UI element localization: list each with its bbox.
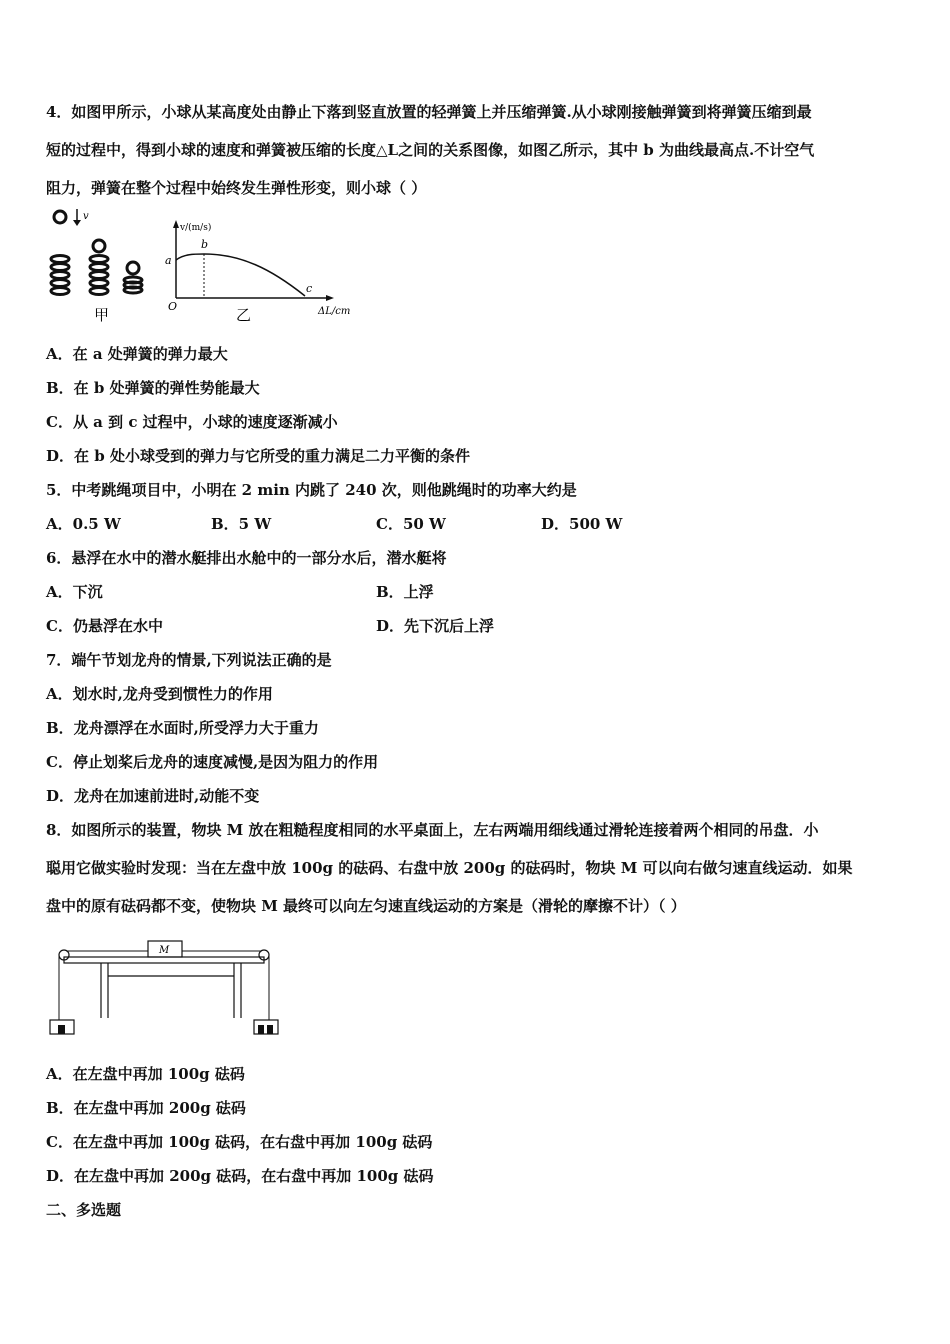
q7-option-b: B．龙舟漂浮在水面时,所受浮力大于重力 xyxy=(46,719,319,737)
point-a-label: a xyxy=(165,254,172,267)
q5-option-a: A．0.5 W xyxy=(46,515,121,533)
spring-2 xyxy=(90,256,108,295)
ball-on-spring xyxy=(93,240,105,252)
point-b-label: b xyxy=(201,238,209,251)
q7-option-d: D．龙舟在加速前进时,动能不变 xyxy=(46,787,260,805)
label-yi: 乙 xyxy=(236,306,252,324)
q4-option-b: B．在 b 处弹簧的弹性势能最大 xyxy=(46,379,260,397)
y-axis-label: v/(m/s) xyxy=(180,223,212,233)
q6-option-a: A．下沉 xyxy=(46,583,103,601)
velocity-curve xyxy=(176,254,305,296)
q6-option-c: C．仍悬浮在水中 xyxy=(46,617,163,635)
q4-option-d: D．在 b 处小球受到的弹力与它所受的重力满足二力平衡的条件 xyxy=(46,447,470,465)
x-axis-arrow xyxy=(326,295,334,301)
right-weight-2 xyxy=(267,1025,273,1034)
table-top xyxy=(64,957,264,963)
q8-stem-line-2: 聪用它做实验时发现：当在左盘中放 100g 的砝码、右盘中放 200g 的砝码时，物块 M 可以向右做匀速直线运动．如果 xyxy=(46,859,853,877)
origin-label: O xyxy=(168,300,178,313)
section-heading-multiple-choice: 二、多选题 xyxy=(46,1201,122,1219)
right-weight-1 xyxy=(258,1025,264,1034)
x-axis-label: ΔL/cm xyxy=(318,306,351,317)
velocity-arrowhead xyxy=(73,220,81,226)
q6-option-b: B．上浮 xyxy=(376,583,434,601)
q5-option-b: B．5 W xyxy=(211,515,272,533)
q8-option-a: A．在左盘中再加 100g 砝码 xyxy=(46,1065,245,1083)
q8-option-b: B．在左盘中再加 200g 砝码 xyxy=(46,1099,246,1117)
ball-falling xyxy=(54,211,66,223)
q4-stem-line-3: 阻力，弹簧在整个过程中始终发生弹性形变，则小球（ ） xyxy=(46,179,427,197)
q7-option-c: C．停止划桨后龙舟的速度减慢,是因为阻力的作用 xyxy=(46,753,379,771)
right-pan xyxy=(254,1020,278,1034)
q5-option-d: D．500 W xyxy=(541,515,623,533)
q7-option-a: A．划水时,龙舟受到惯性力的作用 xyxy=(46,685,273,703)
q6-option-d: D．先下沉后上浮 xyxy=(376,617,495,635)
ball-compressed xyxy=(127,262,139,274)
q5-stem: 5．中考跳绳项目中，小明在 2 min 内跳了 240 次，则他跳绳时的功率大约是 xyxy=(46,481,577,499)
q5-option-c: C．50 W xyxy=(376,515,446,533)
q8-stem-line-1: 8．如图所示的装置，物块 M 放在粗糙程度相同的水平桌面上，左右两端用细线通过滑轮连接着两个相同的吊盘．小 xyxy=(46,821,819,839)
q4-option-a: A．在 a 处弹簧的弹力最大 xyxy=(46,345,228,363)
q6-stem: 6．悬浮在水中的潜水艇排出水舱中的一部分水后，潜水艇将 xyxy=(46,549,447,567)
point-c-label: c xyxy=(306,282,313,295)
q4-stem-line-2: 短的过程中，得到小球的速度和弹簧被压缩的长度△L之间的关系图像，如图乙所示，其中 b 为曲线最高点.不计空气 xyxy=(46,141,815,159)
q7-stem: 7．端午节划龙舟的情景,下列说法正确的是 xyxy=(46,651,332,669)
spring-3 xyxy=(124,277,142,293)
q8-option-c: C．在左盘中再加 100g 砝码，在右盘中再加 100g 砝码 xyxy=(46,1133,433,1151)
left-weight xyxy=(58,1025,65,1034)
velocity-label: v xyxy=(83,211,89,222)
label-jia: 甲 xyxy=(94,306,110,324)
q8-stem-line-3: 盘中的原有砝码都不变，使物块 M 最终可以向左匀速直线运动的方案是（滑轮的摩擦不计）（ ） xyxy=(46,897,686,915)
q8-option-d: D．在左盘中再加 200g 砝码，在右盘中再加 100g 砝码 xyxy=(46,1167,434,1185)
q8-figure xyxy=(46,938,286,1038)
q4-option-c: C．从 a 到 c 过程中，小球的速度逐渐减小 xyxy=(46,413,338,431)
q4-figure-yi xyxy=(160,216,370,326)
q4-stem-line-1: 4．如图甲所示，小球从某高度处由静止下落到竖直放置的轻弹簧上并压缩弹簧.从小球刚接触弹簧到将弹簧压缩到最 xyxy=(46,103,812,121)
y-axis-arrow xyxy=(173,220,179,228)
spring-1 xyxy=(51,256,69,295)
block-m-label: M xyxy=(159,945,170,956)
q4-figure-jia xyxy=(46,206,156,326)
